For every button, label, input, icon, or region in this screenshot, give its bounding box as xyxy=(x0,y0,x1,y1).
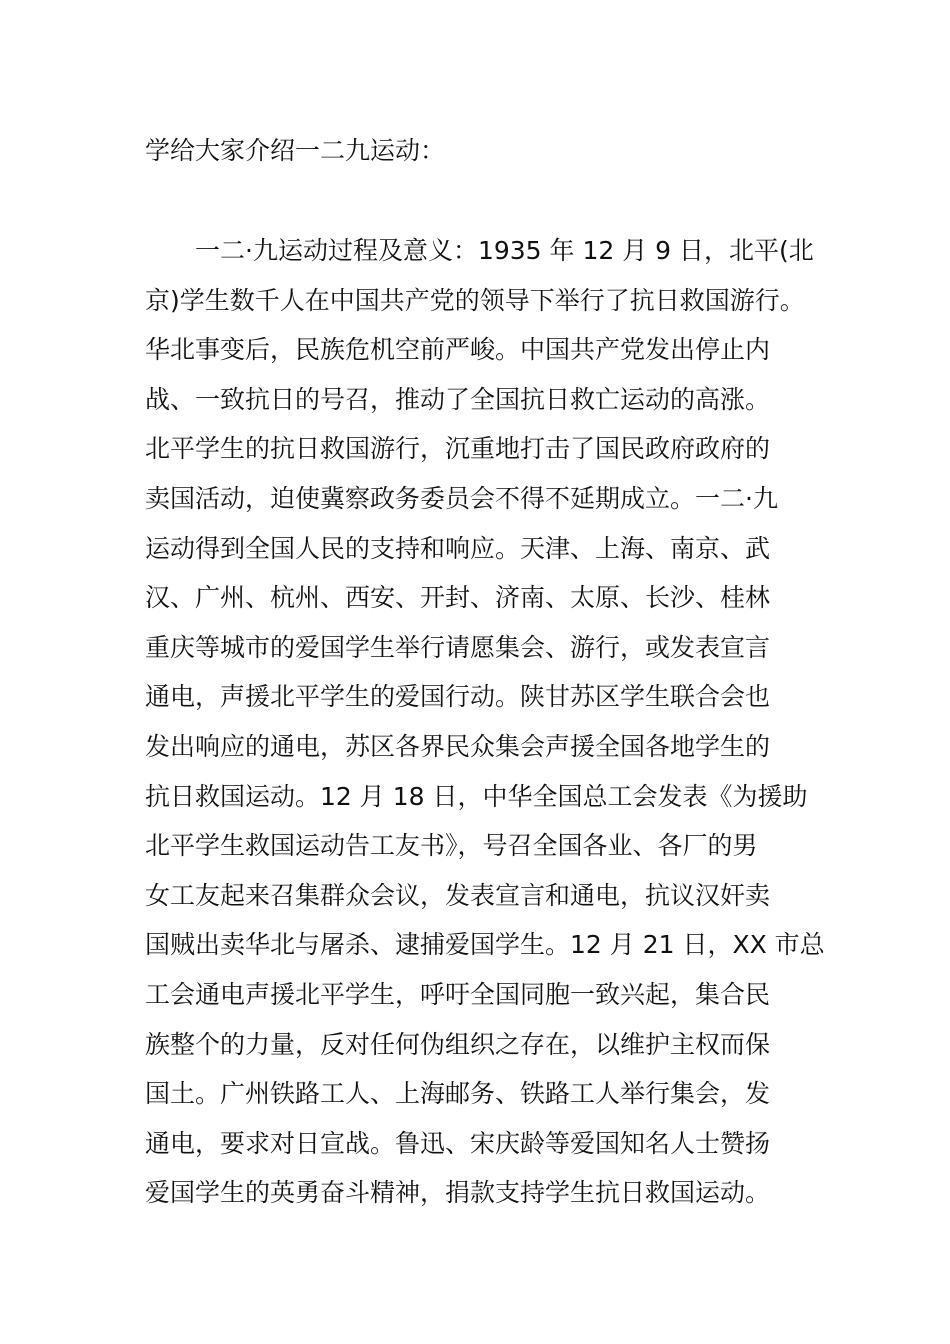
paragraph-line: 重庆等城市的爱国学生举行请愿集会、游行，或发表宣言 xyxy=(145,632,771,662)
paragraph-line: 北平学生的抗日救国游行，沉重地打击了国民政府政府的 xyxy=(145,434,771,464)
paragraph-line: 爱国学生的英勇奋斗精神，捐款支持学生抗日救国运动。 xyxy=(145,1178,771,1208)
paragraph-line: 一二·九运动过程及意义：1935 年 12 月 9 日，北平(北 xyxy=(195,236,814,265)
paragraph-line: 女工友起来召集群众会议，发表宣言和通电，抗议汉奸卖 xyxy=(145,880,771,910)
paragraph-line: 北平学生救国运动告工友书》，号召全国各业、各厂的男 xyxy=(145,831,758,861)
paragraph-line: 通电，要求对日宣战。鲁迅、宋庆龄等爱国知名人士赞扬 xyxy=(145,1128,771,1158)
paragraph-line: 通电，声援北平学生的爱国行动。陕甘苏区学生联合会也 xyxy=(145,682,771,712)
paragraph-line: 京)学生数千人在中国共产党的领导下举行了抗日救国游行。 xyxy=(145,285,805,315)
paragraph-line: 运动得到全国人民的支持和响应。天津、上海、南京、武 xyxy=(145,533,771,563)
paragraph-line: 抗日救国运动。12 月 18 日，中华全国总工会发表《为援助 xyxy=(145,781,808,811)
paragraph-line: 工会通电声援北平学生，呼吁全国同胞一致兴起，集合民 xyxy=(145,979,771,1009)
paragraph-line: 族整个的力量，反对任何伪组织之存在，以维护主权而保 xyxy=(145,1029,771,1059)
body-paragraph xyxy=(145,231,845,1223)
paragraph-line: 发出响应的通电，苏区各界民众集会声援全国各地学生的 xyxy=(145,731,771,761)
paragraph-line: 卖国活动，迫使冀察政务委员会不得不延期成立。一二·九 xyxy=(145,483,778,513)
paragraph-line: 国土。广州铁路工人、上海邮务、铁路工人举行集会，发 xyxy=(145,1079,771,1109)
paragraph-line: 华北事变后，民族危机空前严峻。中国共产党发出停止内 xyxy=(145,335,771,365)
paragraph-line: 国贼出卖华北与屠杀、逮捕爱国学生。12 月 21 日，XX 市总 xyxy=(145,930,825,960)
paragraph-line: 汉、广州、杭州、西安、开封、济南、太原、长沙、桂林 xyxy=(145,583,771,613)
intro-line: 学给大家介绍一二九运动： xyxy=(145,136,446,165)
paragraph-line: 战、一致抗日的号召，推动了全国抗日救亡运动的高涨。 xyxy=(145,384,771,414)
